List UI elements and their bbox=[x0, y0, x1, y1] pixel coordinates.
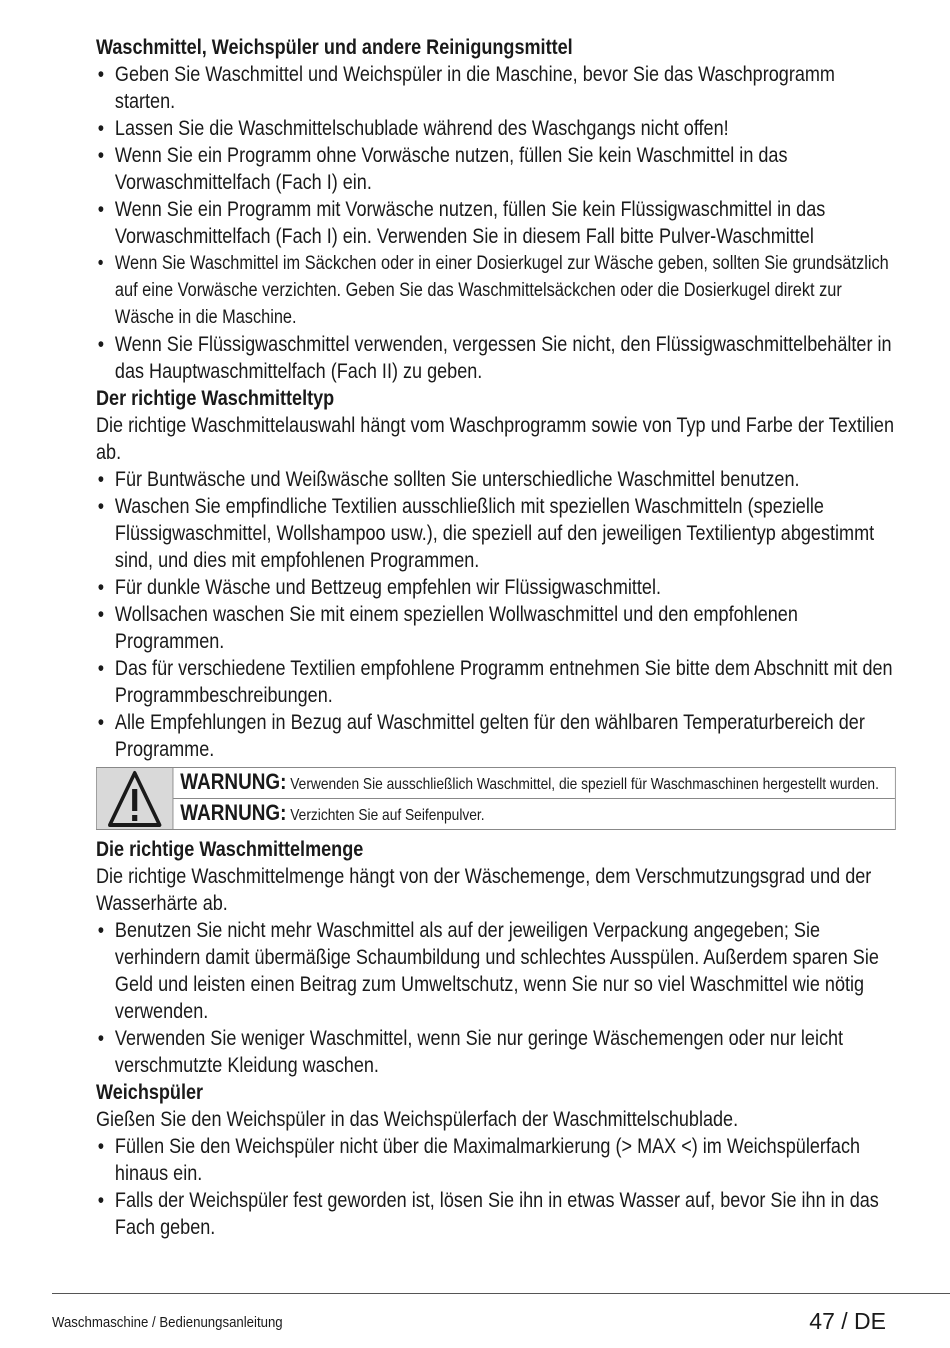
list-item: • Wenn Sie ein Programm mit Vorwäsche nutzen, füllen Sie kein Flüssigwaschmittel in das Vorwaschmittelfach (Fach I) ein. Verwenden Sie in diesem Fall bitte Pulver-Waschmittel bbox=[96, 196, 896, 250]
bullet-list-detergents bbox=[96, 61, 896, 385]
warning-box bbox=[96, 767, 896, 830]
list-item: • Für Buntwäsche und Weißwäsche sollten Sie unterschiedliche Waschmittel benutzen. bbox=[96, 466, 896, 493]
section-heading-detergent-amount: Die richtige Waschmittelmenge bbox=[96, 838, 364, 861]
list-item: • Das für verschiedene Textilien empfohlene Programm entnehmen Sie bitte dem Abschnitt mit den Programmbeschreibungen. bbox=[96, 655, 896, 709]
warning-label: WARNUNG: bbox=[180, 800, 287, 825]
section-heading-detergent-type: Der richtige Waschmitteltyp bbox=[96, 387, 335, 410]
section-intro: Die richtige Waschmittelauswahl hängt vom Waschprogramm sowie von Typ und Farbe der Textilien ab. bbox=[96, 414, 895, 464]
list-item: • Wollsachen waschen Sie mit einem speziellen Wollwaschmittel und den empfohlenen Programmen. bbox=[96, 601, 896, 655]
text-body bbox=[96, 34, 896, 1241]
warning-rows bbox=[173, 768, 895, 829]
section-intro: Die richtige Waschmittelmenge hängt von der Wäschemenge, dem Verschmutzungsgrad und der Wasserhärte ab. bbox=[96, 865, 872, 915]
warning-row bbox=[173, 768, 895, 798]
bullet-list-detergent-amount bbox=[96, 917, 896, 1079]
section-intro: Gießen Sie den Weichspüler in das Weichspülerfach der Waschmittelschublade. bbox=[96, 1108, 739, 1131]
list-item: • Benutzen Sie nicht mehr Waschmittel als auf der jeweiligen Verpackung angegeben; Sie verhindern damit übermäßige Schaumbildung und schlechtes Ausspülen. Außerdem sparen Sie Geld und leisten einen Beitrag zum Umweltschutz, wenn Sie nur so viel Waschmittel wie nötig verwenden. bbox=[96, 917, 896, 1025]
list-item: • Wenn Sie Waschmittel im Säckchen oder in einer Dosierkugel zur Wäsche geben, sollten Sie grundsätzlich auf eine Vorwäsche verzichten. Geben Sie das Waschmittelsäckchen oder die Dosierkugel direkt zur Wäsche in die Maschine. bbox=[96, 250, 896, 331]
section-heading-softener: Weichspüler bbox=[96, 1081, 204, 1104]
warning-text: Verwenden Sie ausschließlich Waschmittel, die speziell für Waschmaschinen hergestellt wurden. bbox=[286, 776, 879, 793]
list-item: • Lassen Sie die Waschmittelschublade während des Waschgangs nicht offen! bbox=[96, 115, 896, 142]
list-item: • Verwenden Sie weniger Waschmittel, wenn Sie nur geringe Wäschemengen oder nur leicht verschmutzte Kleidung waschen. bbox=[96, 1025, 896, 1079]
page-number: 47 / DE bbox=[809, 1308, 886, 1334]
warning-label: WARNUNG: bbox=[180, 769, 287, 794]
list-item: • Wenn Sie ein Programm ohne Vorwäsche nutzen, füllen Sie kein Waschmittel in das Vorwaschmittelfach (Fach I) ein. bbox=[96, 142, 896, 196]
list-item: • Falls der Weichspüler fest geworden ist, lösen Sie ihn in etwas Wasser auf, bevor Sie ihn in das Fach geben. bbox=[96, 1187, 896, 1241]
footer-document-title: Waschmaschine / Bedienungsanleitung bbox=[52, 1314, 283, 1331]
list-item: • Geben Sie Waschmittel und Weichspüler in die Maschine, bevor Sie das Waschprogramm starten. bbox=[96, 61, 896, 115]
list-item: • Für dunkle Wäsche und Bettzeug empfehlen wir Flüssigwaschmittel. bbox=[96, 574, 896, 601]
warning-triangle-icon bbox=[97, 768, 174, 829]
warning-row bbox=[173, 798, 895, 829]
list-item: • Füllen Sie den Weichspüler nicht über die Maximalmarkierung (> MAX <) im Weichspülerfach hinaus ein. bbox=[96, 1133, 896, 1187]
section-heading-detergents: Waschmittel, Weichspüler und andere Reinigungsmittel bbox=[96, 36, 573, 59]
list-item: • Waschen Sie empfindliche Textilien ausschließlich mit speziellen Waschmitteln (spezielle Flüssigwaschmittel, Wollshampoo usw.), die speziell auf den jeweiligen Textilientyp abgestimmt sind, und dies mit empfohlenen Programmen. bbox=[96, 493, 896, 574]
footer-divider bbox=[52, 1293, 950, 1294]
bullet-list-softener bbox=[96, 1133, 896, 1241]
bullet-list-detergent-type bbox=[96, 466, 896, 763]
list-item: • Wenn Sie Flüssigwaschmittel verwenden, vergessen Sie nicht, den Flüssigwaschmittelbehälter in das Hauptwaschmittelfach (Fach II) zu geben. bbox=[96, 331, 896, 385]
list-item: • Alle Empfehlungen in Bezug auf Waschmittel gelten für den wählbaren Temperaturbereich der Programme. bbox=[96, 709, 896, 763]
warning-text: Verzichten Sie auf Seifenpulver. bbox=[286, 807, 485, 824]
page-content bbox=[96, 34, 896, 1241]
